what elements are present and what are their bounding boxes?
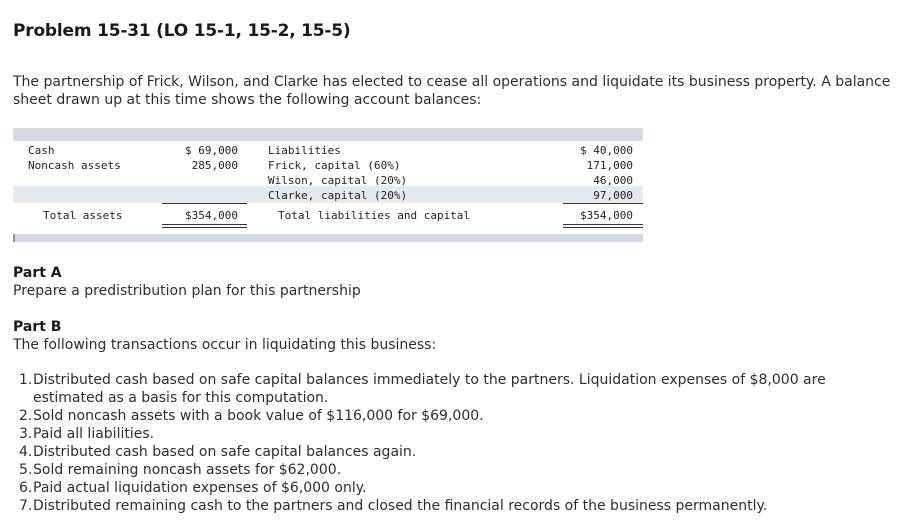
total-assets-amount: $354,000 <box>185 209 238 222</box>
transaction-list <box>13 371 898 515</box>
list-item-number: 2. <box>19 408 33 424</box>
list-item <box>13 479 898 497</box>
part-a-heading: Part A <box>13 265 62 281</box>
assets-subtotal-rule <box>162 203 247 204</box>
list-item-number: 6. <box>19 480 33 496</box>
list-item-number: 4. <box>19 444 33 460</box>
liab-label-wilson: Wilson, capital (20%) <box>268 174 408 187</box>
list-item-text: Paid all liabilities. <box>33 426 155 442</box>
liab-amount-clarke: 97,000 <box>593 189 633 202</box>
sheet-edge-marker <box>13 234 15 242</box>
list-item <box>13 407 898 425</box>
list-item-number: 1. <box>19 372 33 388</box>
list-item-text: Distributed remaining cash to the partners and closed the financial records of the business permanently. <box>33 498 768 514</box>
list-item-text: Distributed cash based on safe capital balances immediately to the partners. Liquidation expenses of $8,000 are estimated as a basis for this computation. <box>33 372 826 406</box>
asset-amount-noncash: 285,000 <box>191 159 238 172</box>
asset-amount-cash: $ 69,000 <box>185 144 238 157</box>
sheet-bottom-band <box>13 234 643 242</box>
list-item <box>13 497 898 515</box>
total-assets-label: Total assets <box>43 209 123 222</box>
liab-amount-wilson: 46,000 <box>593 174 633 187</box>
liab-label-frick: Frick, capital (60%) <box>268 159 401 172</box>
part-a-text: Prepare a predistribution plan for this partnership <box>13 283 361 299</box>
part-b-heading: Part B <box>13 319 62 335</box>
asset-label-cash: Cash <box>28 144 55 157</box>
part-b-text: The following transactions occur in liquidating this business: <box>13 337 437 353</box>
intro-paragraph: The partnership of Frick, Wilson, and Clarke has elected to cease all operations and liquidate its business property. A balance sheet drawn up at this time shows the following account balances: <box>13 74 891 108</box>
problem-title: Problem 15-31 (LO 15-1, 15-2, 15-5) <box>13 21 351 41</box>
list-item-text: Sold remaining noncash assets for $62,000. <box>33 462 342 478</box>
asset-label-noncash: Noncash assets <box>28 159 121 172</box>
list-item-number: 3. <box>19 426 33 442</box>
list-item <box>13 443 898 461</box>
list-item <box>13 371 898 407</box>
list-item-number: 5. <box>19 462 33 478</box>
liab-total-rule <box>563 224 643 228</box>
list-item-text: Sold noncash assets with a book value of $116,000 for $69,000. <box>33 408 484 424</box>
list-item-number: 7. <box>19 498 33 514</box>
liab-subtotal-rule <box>563 203 643 204</box>
list-item <box>13 425 898 443</box>
total-liab-capital-amount: $354,000 <box>580 209 633 222</box>
liab-amount-frick: 171,000 <box>586 159 633 172</box>
sheet-top-band <box>13 128 643 141</box>
list-item <box>13 461 898 479</box>
assets-total-rule <box>162 224 247 228</box>
list-item-text: Distributed cash based on safe capital balances again. <box>33 444 417 460</box>
liab-label-clarke: Clarke, capital (20%) <box>268 189 408 202</box>
balance-sheet <box>13 128 643 242</box>
list-item-text: Paid actual liquidation expenses of $6,000 only. <box>33 480 367 496</box>
liab-label-liabilities: Liabilities <box>268 144 341 157</box>
total-liab-capital-label: Total liabilities and capital <box>278 209 471 222</box>
liab-amount-liabilities: $ 40,000 <box>580 144 633 157</box>
